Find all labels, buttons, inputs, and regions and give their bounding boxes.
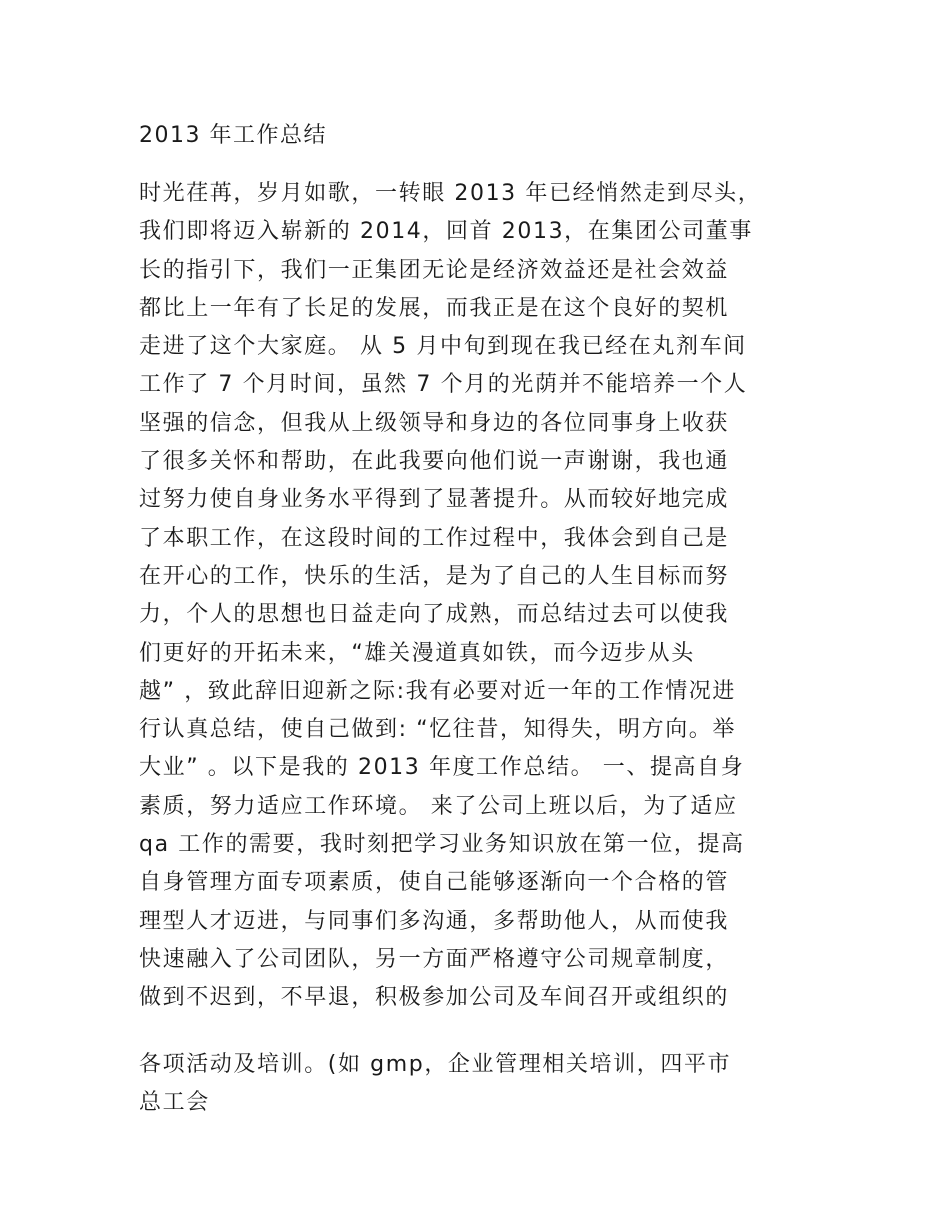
document-title: 2013 年工作总结 — [139, 123, 327, 148]
text-line: 行认真总结，使自己做到: “忆往昔，知得失，明方向。举 — [139, 717, 737, 743]
text-line: 快速融入了公司团队，另一方面严格遵守公司规章制度， — [139, 946, 730, 972]
text-line: 了本职工作，在这段时间的工作过程中，我体会到自己是 — [139, 525, 730, 551]
text-line: 越” ，致此辞旧迎新之际:我有必要对近一年的工作情况进 — [139, 678, 737, 704]
text-line: 走进了这个大家庭。 从 5 月中旬到现在我已经在丸剂车间 — [139, 334, 747, 360]
body-paragraph-1 — [139, 175, 819, 1018]
text-line: 了很多关怀和帮助，在此我要向他们说一声谢谢，我也通 — [139, 449, 730, 475]
text-line: 素质，努力适应工作环境。 来了公司上班以后，为了适应 — [139, 793, 738, 819]
text-line: 各项活动及培训。(如 gmp，企业管理相关培训，四平市 — [139, 1052, 732, 1077]
text-line: 总工会 — [139, 1090, 210, 1116]
text-line: 大业” 。以下是我的 2013 年度工作总结。 一、提高自身 — [139, 755, 745, 781]
text-line: 们更好的开拓未来，“雄关漫道真如铁，而今迈步从头 — [139, 640, 695, 666]
text-line: 都比上一年有了长足的发展，而我正是在这个良好的契机 — [139, 295, 730, 321]
text-line: 坚强的信念，但我从上级领导和身边的各位同事身上收获 — [139, 410, 730, 436]
text-line: 工作了 7 个月时间，虽然 7 个月的光荫并不能培养一个人 — [139, 372, 748, 398]
text-line: 力，个人的思想也日益走向了成熟，而总结过去可以使我 — [139, 602, 730, 628]
text-line: 理型人才迈进，与同事们多沟通，多帮助他人，从而使我 — [139, 908, 730, 934]
text-line: 时光荏苒，岁月如歌，一转眼 2013 年已经悄然走到尽头， — [139, 181, 762, 206]
text-line: 做到不迟到，不早退，积极参加公司及车间召开或组织的 — [139, 985, 730, 1011]
text-line: 在开心的工作，快乐的生活，是为了自己的人生目标而努 — [139, 563, 730, 589]
text-line: 自身管理方面专项素质，使自己能够逐渐向一个合格的管 — [139, 870, 730, 896]
text-line: 我们即将迈入崭新的 2014，回首 2013，在集团公司董事 — [139, 219, 753, 245]
body-paragraph-2 — [139, 1046, 819, 1123]
text-line: qa 工作的需要，我时刻把学习业务知识放在第一位，提高 — [139, 832, 745, 858]
text-line: 过努力使自身业务水平得到了显著提升。从而较好地完成 — [139, 487, 730, 513]
text-line: 长的指引下，我们一正集团无论是经济效益还是社会效益 — [139, 257, 730, 283]
